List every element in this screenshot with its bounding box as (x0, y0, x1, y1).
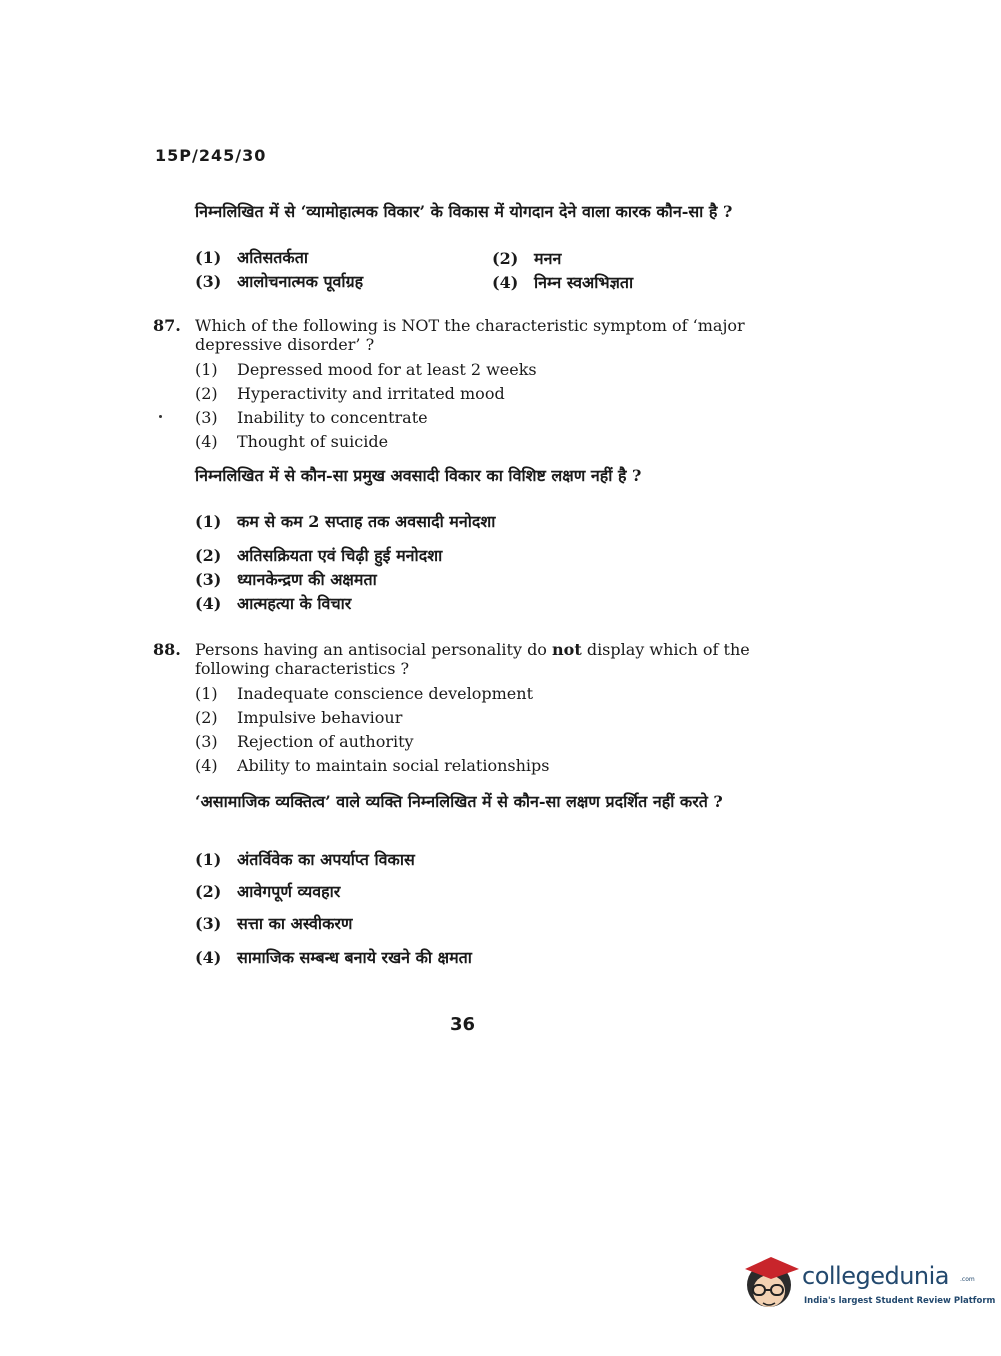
q88-number: 88. (153, 640, 181, 659)
brand-name: collegedunia (802, 1262, 950, 1290)
q88-option-2: (2) Impulsive behaviour (195, 708, 403, 727)
q87-number: 87. (153, 316, 181, 335)
q88-emphasis: not (552, 640, 582, 659)
q88-hindi-text: ‘असामाजिक व्यक्तित्व’ वाले व्यक्ति निम्नलिखित में से कौन-सा लक्षण प्रदर्शित नहीं करते ? (195, 792, 723, 811)
q88-option-3: (3) Rejection of authority (195, 732, 414, 751)
q87-hindi-text: निम्नलिखित में से कौन-सा प्रमुख अवसादी विकार का विशिष्ट लक्षण नहीं है ? (195, 466, 642, 485)
brand-tagline: India's largest Student Review Platform (804, 1296, 996, 1306)
q88-hindi-option-1: (1) अंतर्विवेक का अपर्याप्त विकास (195, 850, 415, 869)
q88-hindi-option-2: (2) आवेगपूर्ण व्यवहार (195, 882, 341, 901)
q88-hindi-option-3: (3) सत्ता का अस्वीकरण (195, 914, 353, 933)
paper-code: 15P/245/30 (155, 146, 267, 165)
q87-option-2: (2) Hyperactivity and irritated mood (195, 384, 505, 403)
page-number: 36 (450, 1014, 476, 1035)
q86-hindi-option-1: (1) अतिसतर्कता (195, 248, 308, 267)
student-mascot-icon (741, 1249, 803, 1315)
q88-option-4: (4) Ability to maintain social relationships (195, 756, 550, 775)
q87-hindi-option-4: (4) आत्महत्या के विचार (195, 594, 352, 613)
scan-speck (159, 415, 162, 418)
q86-hindi-option-4: (4) निम्न स्वअभिज्ञता (492, 273, 634, 292)
q86-hindi-text: निम्नलिखित में से ‘व्यामोहात्मक विकार’ के विकास में योगदान देने वाला कारक कौन-सा है ? (195, 202, 733, 221)
q86-hindi-option-3: (3) आलोचनात्मक पूर्वाग्रह (195, 272, 364, 291)
brand-suffix: .com (960, 1276, 975, 1283)
q87-hindi-option-2: (2) अतिसक्रियता एवं चिढ़ी हुई मनोदशा (195, 546, 443, 565)
q87-option-3: (3) Inability to concentrate (195, 408, 428, 427)
q88-text: Persons having an antisocial personality do not display which of the following characteristics ? (195, 640, 750, 678)
q87-text: Which of the following is NOT the characteristic symptom of ‘major depressive disorder’ ? (195, 316, 745, 354)
q86-hindi-option-2: (2) मनन (492, 249, 562, 268)
q87-hindi-option-1: (1) कम से कम 2 सप्ताह तक अवसादी मनोदशा (195, 512, 496, 531)
q87-option-1: (1) Depressed mood for at least 2 weeks (195, 360, 537, 379)
q87-option-4: (4) Thought of suicide (195, 432, 389, 451)
q88-option-1: (1) Inadequate conscience development (195, 684, 534, 703)
q88-hindi-option-4: (4) सामाजिक सम्बन्ध बनाये रखने की क्षमता (195, 948, 472, 967)
q87-hindi-option-3: (3) ध्यानकेन्द्रण की अक्षमता (195, 570, 377, 589)
